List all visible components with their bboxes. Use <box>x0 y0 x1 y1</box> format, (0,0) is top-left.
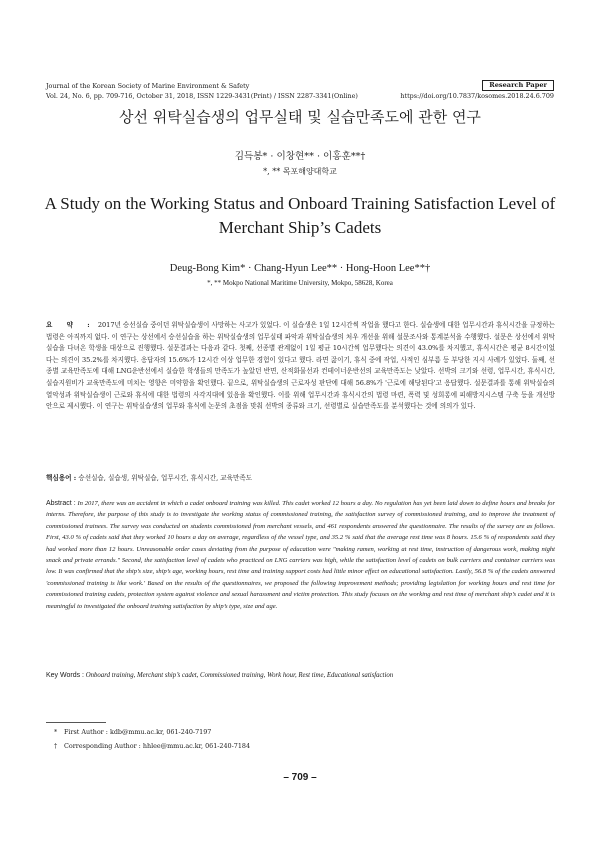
article-type-badge: Research Paper <box>482 80 554 91</box>
journal-header <box>46 80 554 101</box>
footnote-text: First Author : kdb@mmu.ac.kr, 061-240-7197 <box>64 728 212 736</box>
title-english: A Study on the Working Status and Onboard Training Satisfaction Level of Merchant Ship’s Cadets <box>44 194 556 237</box>
keywords-korean-text: 승선실습, 실습생, 위탁실습, 업무시간, 휴식시간, 교육만족도 <box>78 474 253 482</box>
abstract-english-label: Abstract : <box>46 500 76 507</box>
affiliation-korean: *, ** 목포해양대학교 <box>263 167 337 176</box>
abstract-english <box>46 498 555 612</box>
keywords-english-text: Onboard training, Merchant ship’s cadet, Commissioned training, Work hour, Rest time, Educational satisfaction <box>85 672 394 679</box>
journal-name: Journal of the Korean Society of Marine Environment & Safety <box>46 82 250 90</box>
authors-korean: 김득봉* · 이창현** · 이홍훈**† <box>234 151 366 162</box>
authors-english: Deug-Bong Kim* · Chang-Hyun Lee** · Hong-Hoon Lee**† <box>169 263 431 274</box>
keywords-english-label: Key Words : <box>46 672 84 679</box>
footnote-text: Corresponding Author : hhlee@mmu.ac.kr, 061-240-7184 <box>64 742 251 750</box>
abstract-korean-label: 요 약 : <box>46 321 96 329</box>
volume-info: Vol. 24, No. 6, pp. 709-716, October 31, 2018, ISSN 1229-3431(Print) / ISSN 2287-3341(Online) <box>46 92 358 100</box>
doi-link[interactable]: https://doi.org/10.7837/kosomes.2018.24.6.709 <box>400 92 554 100</box>
abstract-korean <box>46 320 555 413</box>
title-korean: 상선 위탁실습생의 업무실태 및 실습만족도에 관한 연구 <box>119 108 481 126</box>
footnote-corresponding-author <box>54 742 250 751</box>
keywords-korean <box>46 473 555 484</box>
keywords-english <box>46 670 555 681</box>
footnote-divider <box>46 722 106 723</box>
footnote-first-author <box>54 728 211 737</box>
keywords-korean-label: 핵심용어 : <box>46 474 77 482</box>
footnote-symbol: * <box>54 728 58 736</box>
affiliation-english: *, ** Mokpo National Maritime University, Mokpo, 58628, Korea <box>207 279 393 287</box>
page-number: – 709 – <box>283 772 317 783</box>
abstract-korean-text: 2017년 승선실습 중이던 위탁실습생이 사망하는 사고가 있었다. 이 실습생은 1일 12시간씩 작업을 했다고 한다. 실습생에 대한 업무시간과 휴식시간을 규정하는 법령은 아직까지 없다. 이 연구는 상선에서 승선실습을 하는 위탁실습생의 업무실태 파악과 위탁실습생의 처우 개선을 위해 설문조사와 통계분석을 수행했다. 설문은 상선에서 위탁실습을 다녀온 학생을 대상으로 진행했다. 설문결과는 다음과 같다. 첫째, 선종별 관계없이 1일 평균 10시간씩 업무했다는 의견이 43.0%를 차지했고, 휴식시간은 평균 8시간이었다는 의견이 35.2%를 차지했다. 응답자의 15.6%가 12시간 이상 업무한 경험이 있다고 했다. 라면 끓이기, 휴식 중에 작업, 사적인 심부름 등 부당한 지시 사례가 있었다. 둘째, 선종별 교육만족도에 대해 LNG운반선에서 실습한 학생들의 만족도가 높았던 반면, 산적화물선과 컨테이너운반선의 교육만족도는 낮았다. 선박의 크기와 선령, 업무시간, 휴식시간, 실습지원비가 교육만족도에 미치는 영향은 미약함을 확인했다. 끝으로, 위탁실습생의 근로자성 판단에 대해 56.8%가 '근로에 해당된다'고 응답했다. 설문결과를 통해 위탁실습의 열악성과 위탁실습생이 근로와 휴식에 대한 법령의 사각지대에 있음을 확인했다. 이를 위해 업무시간과 휴식시간의 법령 마련, 폭력 및 성희롱에 피해방지시스템 구축 등을 개선방안으로 제시했다. 이 연구는 위탁실습생의 업무와 휴식에 논문의 초점을 맞춰 선박의 종류와 크기, 선령별로 실습만족도를 분석했다는 것에 의의가 있다. <box>46 321 555 411</box>
abstract-english-text: In 2017, there was an accident in which a cadet onboard training was killed. This cadet worked 12 hours a day. No regulation has yet been laid down to define hours and breaks for interns. Therefore, the purpose of this study is to investigate the working status of commissioned training, the satisfaction survey of commissioned training, and to improve the treatment of commissioned trainees. The survey was conducted on students commissioned from merchant vessels, and 461 respondents answered the questionnaire. The results of the survey are as follows. First, 43.0 % of cadets said that they worked 10 hours a day on average, regardless of the vessel type, and 35.2 % said that the average rest time was 8 hours. 15.6 % of respondents said they had worked more than 12 hours. Unreasonable order cases deviating from the purpose of education were "making ramen, working at rest time, instruction of dangerous work, making night snack and private errands." Second, the satisfaction level of cadets who practiced on LNG carriers was high, while the satisfaction level of cadets on bulk carriers and container carriers was low. It was confirmed that the ship’s size, ship’s age, working hours, rest time and training support costs had little minor effect on educational satisfaction. Lastly, 56.8 % of the cadets answered 'commissioned training is like work.' Based on the results of the questionnaires, we proposed the following improvement methods; providing legislation for working hours and rest time for commissioned training cadets, protection system against violence and sexual harassment and victim protection. This study focuses on the working and rest time of merchant ship’s cadet and it is meaningful to investigated the onboard training satisfaction by ship’s type, size and age. <box>46 500 555 610</box>
footnote-symbol: † <box>54 742 58 750</box>
